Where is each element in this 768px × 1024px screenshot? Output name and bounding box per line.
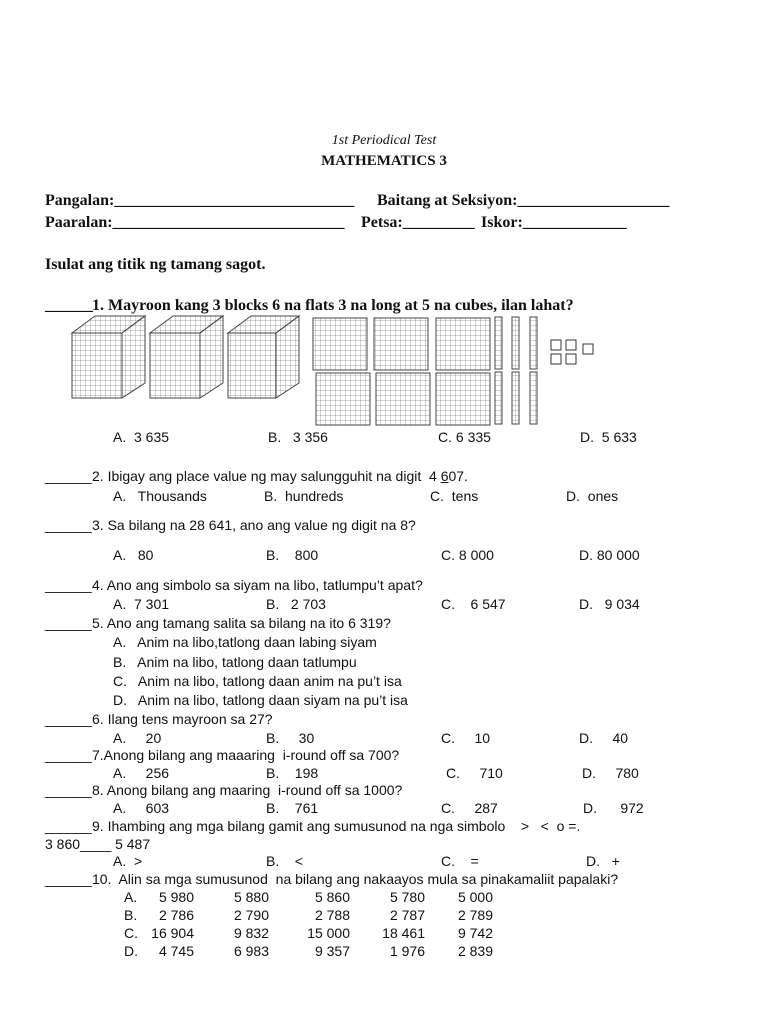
q2-text [92,468,468,484]
thousand-block-3 [228,316,299,398]
q2-choice-d: D. ones [566,488,619,504]
name-field: Pangalan:______________________________ [45,192,355,209]
q10-value: 2 787 [389,907,425,923]
q6-blank: ______ [45,711,92,727]
date-field: Petsa:_________ [361,214,475,231]
q9-choice-c: C. = [441,853,479,869]
ten-long-1b [495,372,502,424]
q2-underlined-digit: 6 [440,468,449,484]
q2-choice-b: B. hundreds [264,488,344,504]
hundred-flat-6 [436,373,490,425]
q2-text-after: 07. [448,468,468,484]
q9-choice-b: B. < [266,853,303,869]
q1-choice-d: D. 5 633 [580,429,637,445]
q7-choice-d: D. 780 [582,765,639,781]
q5-blank: ______ [45,615,92,631]
hundred-flat-5 [376,373,430,425]
test-subtitle: 1st Periodical Test [331,133,437,148]
q1-choice-a: A. 3 635 [113,429,170,445]
q2-text-before: 2. Ibigay ang place value ng may salungguhit na digit 4 [92,468,441,484]
q10-value: 2 786 [158,907,194,923]
q10-value: 5 780 [389,889,425,905]
hundred-flat-3 [436,318,490,370]
q6-text: 6. Ilang tens mayroon sa 27? [92,711,273,727]
q10-text: 10. Alin sa mga sumusunod na bilang ang nakaayos mula sa pinakamaliit papalaki? [92,871,619,887]
q8-blank: ______ [45,782,92,798]
q7-blank: ______ [45,747,92,763]
q8-choice-d: D. 972 [583,800,644,816]
q4-choice-c: C. 6 547 [441,596,506,612]
q2-choice-a: A. Thousands [113,488,207,504]
q10-blank: ______ [45,871,92,887]
q6-choice-b: B. 30 [266,730,315,746]
q2-choice-c: C. tens [430,488,479,504]
q10-row-label: D. [124,943,138,959]
q9-choice-d: D. + [586,853,620,869]
q10-value: 15 000 [307,925,350,941]
thousand-block-1 [72,316,145,398]
q10-value: 6 983 [233,943,269,959]
q3-blank: ______ [45,517,92,533]
q10-value: 5 860 [314,889,350,905]
ten-long-3b [530,372,537,424]
q3-text: 3. Sa bilang na 28 641, ano ang value ng digit na 8? [92,517,416,533]
q5-choice-d: D. Anim na libo, tatlong daan siyam na pu’t isa [113,692,408,708]
unit-cube-1 [551,340,561,350]
q9-comparison: 3 860____ 5 487 [45,836,151,852]
unit-cube-4 [551,354,561,364]
instruction: Isulat ang titik ng tamang sagot. [45,256,266,273]
hundred-flat-2 [374,318,428,370]
q8-text: 8. Anong bilang ang maaring i-round off sa 1000? [92,782,403,798]
ten-long-3 [530,317,537,369]
q7-choice-b: B. 198 [266,765,319,781]
q9-blank: ______ [45,818,92,834]
q8-choice-b: B. 761 [266,800,319,816]
unit-cube-5 [566,354,576,364]
q8-choice-c: C. 287 [441,800,498,816]
score-field: Iskor:_____________ [481,214,627,231]
q10-value: 1 976 [389,943,425,959]
q10-value: 9 357 [314,943,350,959]
q7-choice-a: A. 256 [113,765,170,781]
q10-value: 9 742 [457,925,493,941]
grade-section-field: Baitang at Seksiyon:___________________ [377,192,670,209]
unit-cube-3 [583,344,593,354]
ten-long-2 [512,317,519,369]
q4-choice-a: A. 7 301 [113,596,170,612]
q3-choice-c: C. 8 000 [441,547,494,563]
q4-choice-b: B. 2 703 [266,596,326,612]
q1-text: 1. Mayroon kang 3 blocks 6 na flats 3 na long at 5 na cubes, ilan lahat? [92,297,574,314]
q10-value: 2 789 [457,907,493,923]
q10-value: 2 788 [314,907,350,923]
q1-blank: ______ [45,297,93,314]
q5-choice-b: B. Anim na libo, tatlong daan tatlumpu [113,654,357,670]
q3-choice-d: D. 80 000 [579,547,640,563]
q10-value: 5 880 [233,889,269,905]
q4-choice-d: D. 9 034 [579,596,640,612]
q10-value: 16 904 [151,925,194,941]
ten-long-1 [495,317,502,369]
q9-text: 9. Ihambing ang mga bilang gamit ang sumusunod na nga simbolo > < o =. [92,818,581,834]
q10-row-label: B. [124,907,138,923]
q9-choice-a: A. > [113,853,143,869]
thousand-block-2 [150,316,223,398]
q10-value: 5 980 [158,889,194,905]
q10-value: 5 000 [457,889,493,905]
ten-long-2b [512,372,519,424]
q10-row-label: A. [124,889,138,905]
q7-text: 7.Anong bilang ang maaaring i-round off sa 700? [92,747,400,763]
q6-choice-d: D. 40 [579,730,629,746]
q3-choice-b: B. 800 [266,547,319,563]
q7-choice-c: C. 710 [446,765,503,781]
q5-choice-c: C. Anim na libo, tatlong daan anim na pu’t isa [113,673,402,689]
q1-choice-c: C. 6 335 [438,429,491,445]
q1-choice-b: B. 3 356 [268,429,328,445]
q5-text: 5. Ano ang tamang salita sa bilang na ito 6 319? [92,615,391,631]
q4-text: 4. Ano ang simbolo sa siyam na libo, tatlumpu’t apat? [92,577,423,593]
q10-value: 2 839 [457,943,493,959]
q3-choice-a: A. 80 [113,547,154,563]
school-field: Paaralan:_____________________________ [45,214,345,231]
hundred-flat-1 [313,318,367,370]
q10-value: 18 461 [382,925,425,941]
q10-value: 4 745 [158,943,194,959]
q6-choice-c: C. 10 [441,730,491,746]
q6-choice-a: A. 20 [113,730,162,746]
q10-value: 2 790 [233,907,269,923]
q10-value: 9 832 [233,925,269,941]
unit-cube-2 [566,340,576,350]
q5-choice-a: A. Anim na libo,tatlong daan labing siyam [113,634,377,650]
q2-blank: ______ [45,468,92,484]
q4-blank: ______ [45,577,92,593]
q10-row-label: C. [124,925,138,941]
hundred-flat-4 [316,373,370,425]
test-title: MATHEMATICS 3 [321,153,447,169]
q8-choice-a: A. 603 [113,800,170,816]
